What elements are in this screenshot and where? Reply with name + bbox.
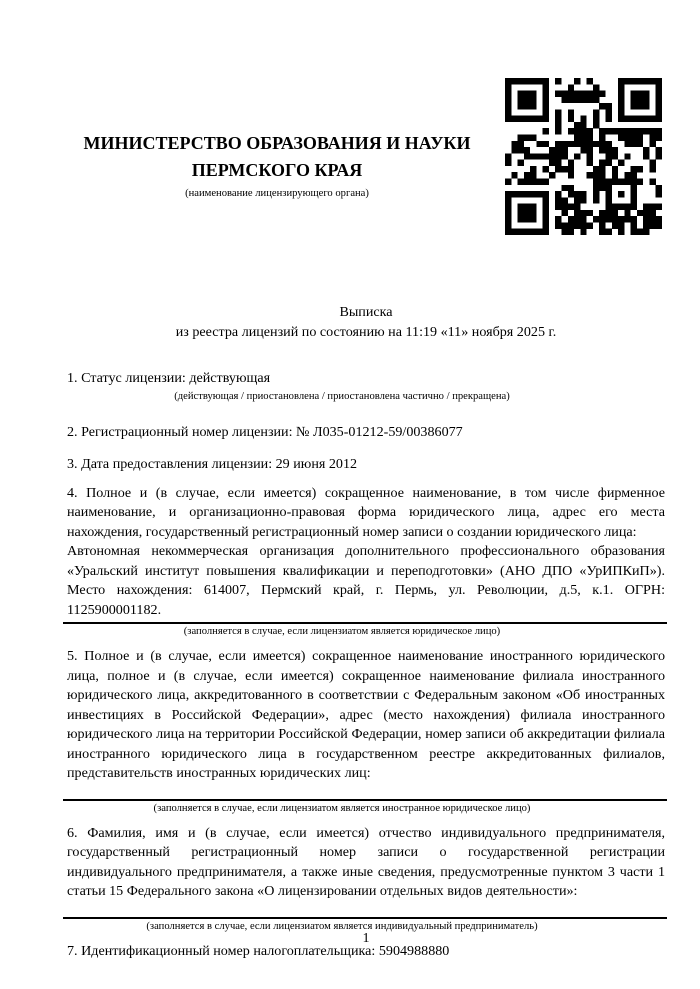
item-grant-date: 3. Дата предоставления лицензии: 29 июня 2012 [67, 456, 358, 472]
document-body [67, 369, 665, 961]
item-individual-entrepreneur-caption: (заполняется в случае, если лицензиатом является индивидуальный предприниматель) [146, 920, 538, 932]
item-license-status: 1. Статус лицензии: действующая [67, 370, 271, 386]
item-license-status-caption: (действующая / приостановлена / приостановлена частично / прекращена) [174, 390, 510, 402]
issuing-authority-name: МИНИСТЕРСТВО ОБРАЗОВАНИЯ И НАУКИ ПЕРМСКОГО КРАЯ [83, 133, 471, 180]
legal-entity-underline [63, 622, 667, 624]
page-number: 1 [362, 930, 370, 946]
document-title-line2: из реестра лицензий по состоянию на 11:19 «11» ноября 2025 г. [175, 323, 557, 340]
qr-code-icon [505, 78, 662, 235]
item-legal-entity-value: Автономная некоммерческая организация дополнительного профессионального образования «Уральский институт повышения квалификации и переподготовки» (АНО ДПО «УрИПКиП»). Место нахождения: 614007, Пермский край, г. Пермь, ул. Революции, д.5, к.1. ОГРН: 1125900001182. [67, 543, 665, 618]
item-foreign-entity-caption: (заполняется в случае, если лицензиатом является иностранное юридическое лицо) [153, 802, 531, 814]
document-title-line1: Выписка [339, 304, 393, 320]
individual-entrepreneur-underline [63, 917, 667, 919]
item-legal-entity-label: 4. Полное и (в случае, если имеется) сокращенное наименование, в том числе фирменное наименование, и организационно-правовая форма юридического лица, адрес его места нахождения, государственный регистрационный номер записи о создании юридического лица: [67, 484, 665, 540]
qr-code-image [505, 78, 662, 235]
issuing-authority-caption: (наименование лицензирующего органа) [185, 188, 369, 199]
item-registration-number: 2. Регистрационный номер лицензии: № Л035-01212-59/00386077 [67, 423, 463, 440]
item-foreign-entity-label: 5. Полное и (в случае, если имеется) сокращенное наименование иностранного юридического лица, полное и (в случае, если имеется) сокращенное наименование филиала иностранного юридического лица, аккредитованного в соответствии с Федеральным законом «Об иностранных инвестициях в Российской Федерации», адрес (место нахождения) филиала иностранного юридического лица на территории Российской Федерации, номер записи об аккредитации филиала иностранного юридического лица в государственном реестре аккредитованных филиалов, представительств иностранных юридических лиц: [67, 648, 665, 781]
item-taxpayer-number: 7. Идентификационный номер налогоплательщика: 5904988880 [67, 942, 450, 959]
issuing-authority-header [62, 130, 492, 200]
document-title [67, 303, 665, 342]
item-individual-entrepreneur-label: 6. Фамилия, имя и (в случае, если имеется) отчество индивидуального предпринимателя, государственный регистрационный номер записи о государственной регистрации индивидуального предпринимателя, а также иные сведения, предусмотренные пунктом 3 части 1 статьи 15 Федерального закона «О лицензировании отдельных видов деятельности»: [67, 824, 665, 899]
item-legal-entity-caption: (заполняется в случае, если лицензиатом является юридическое лицо) [183, 626, 501, 637]
foreign-entity-underline [63, 799, 667, 801]
